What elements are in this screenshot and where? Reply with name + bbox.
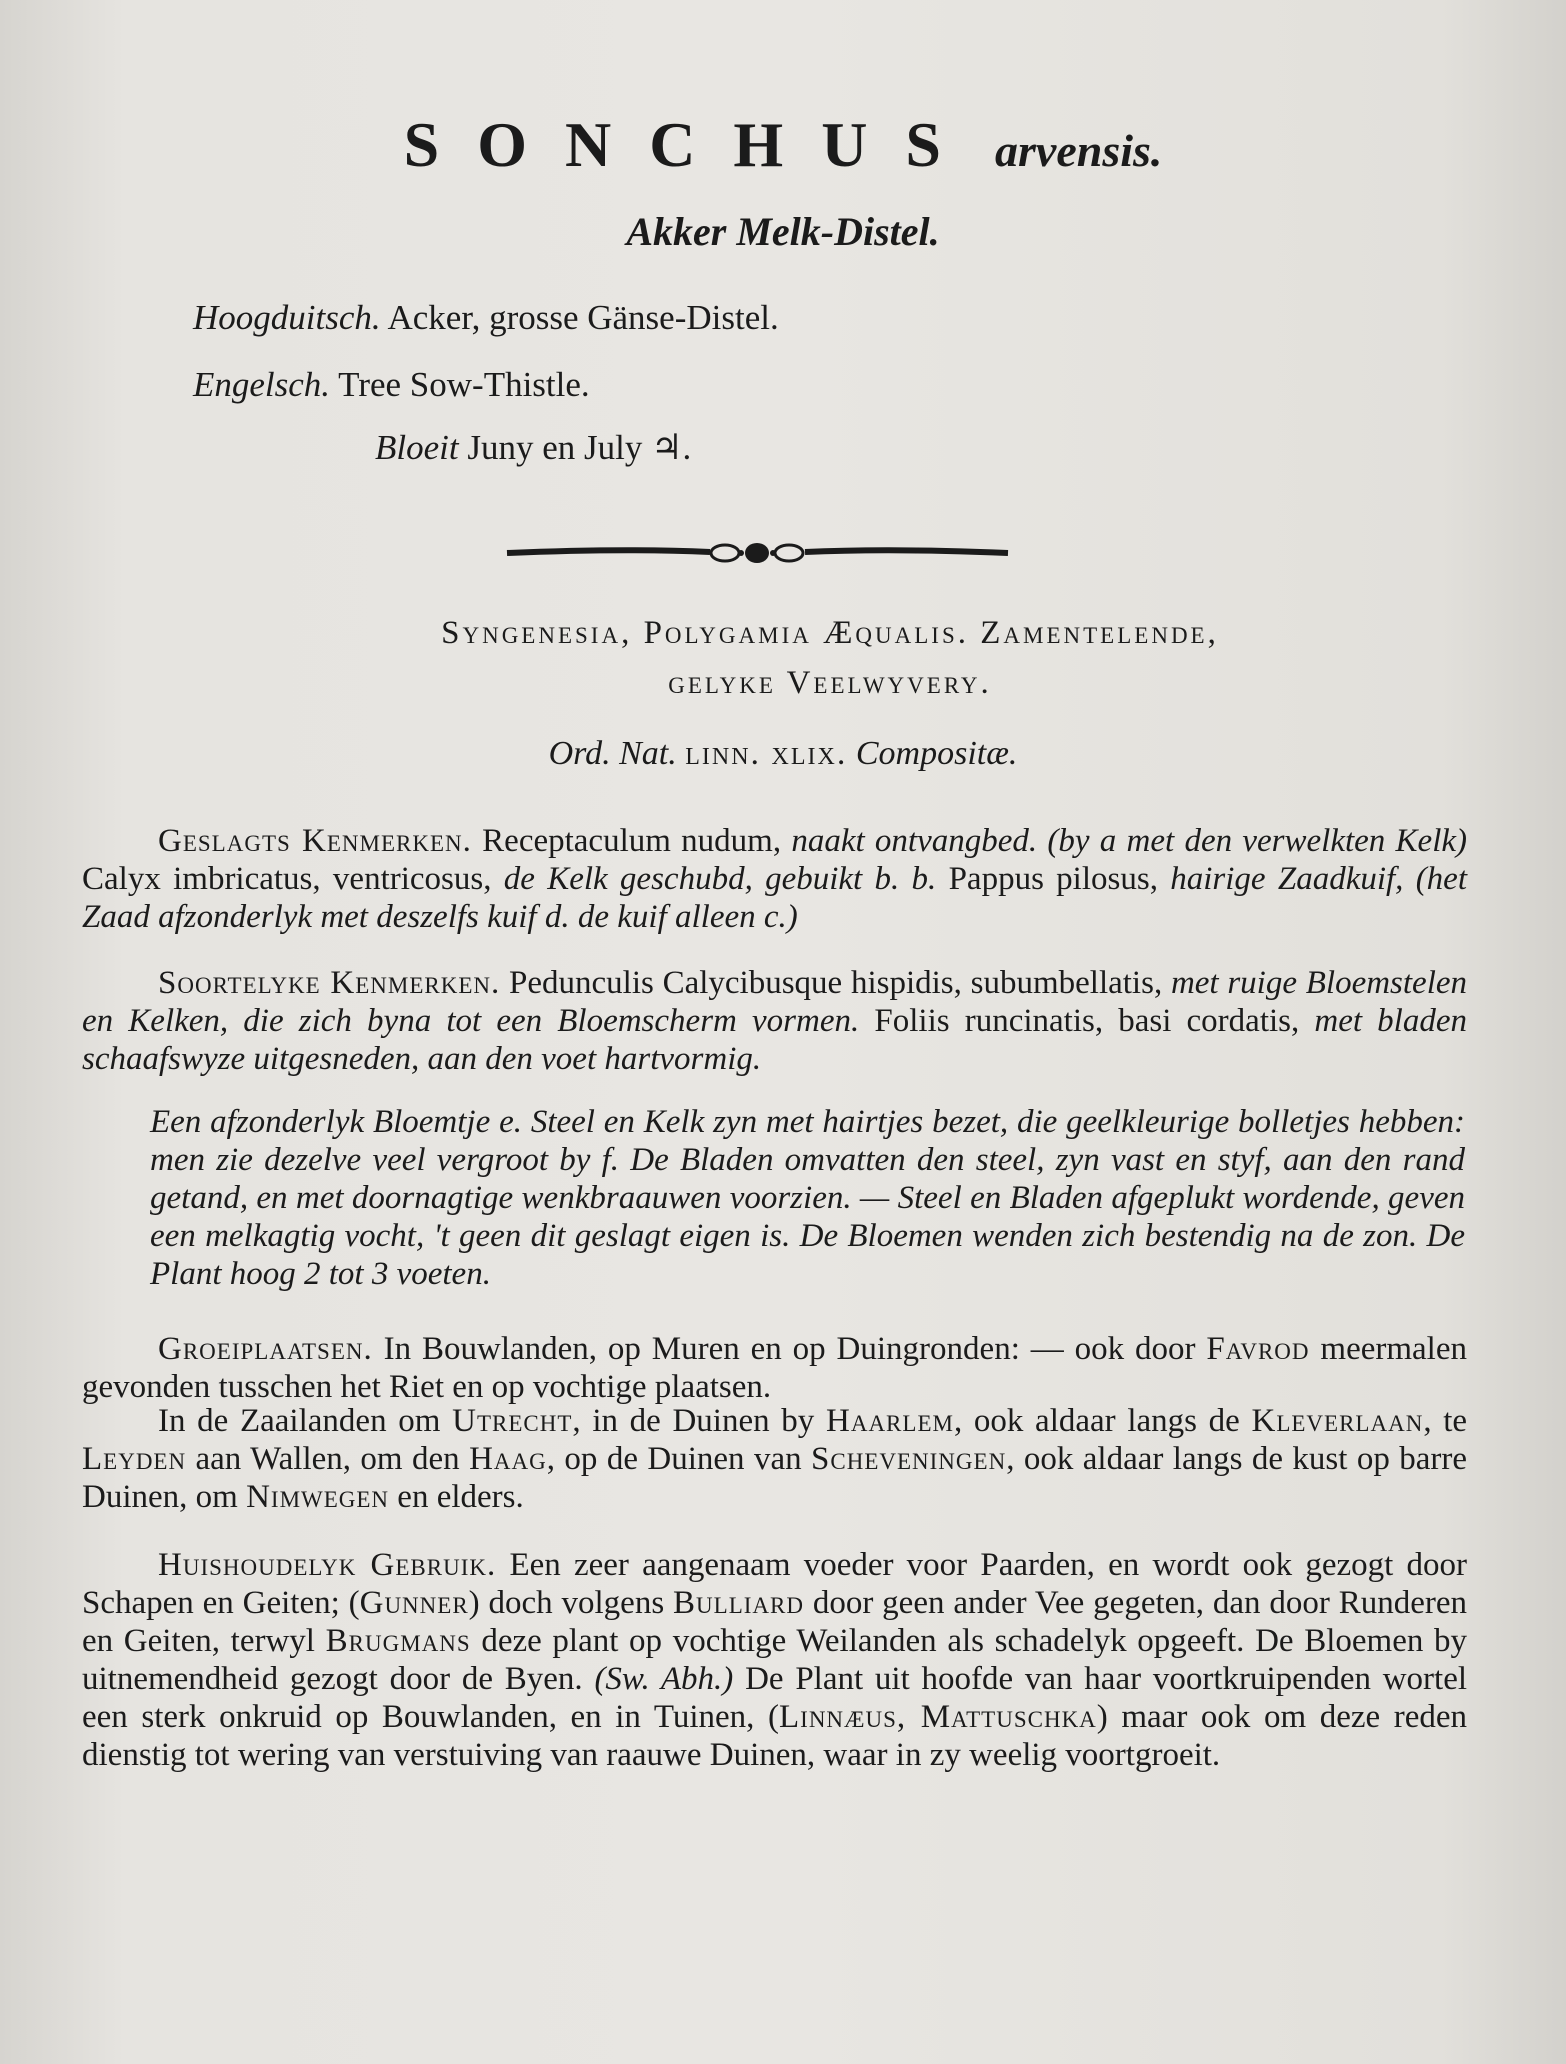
place-name: Haag	[469, 1441, 547, 1477]
citation: (Sw. Abh.)	[594, 1661, 734, 1697]
dutch-text: met bladen schaafswyze uitgesneden, aan den voet hartvormig.	[82, 1003, 1467, 1077]
language-label: Engelsch.	[193, 365, 331, 404]
genus-name: SONCHUS	[403, 109, 979, 180]
body-text: In de Zaailanden om	[158, 1403, 441, 1439]
latin-text: Pedunculis Calycibusque hispidis, subumbellatis,	[509, 965, 1163, 1001]
body-text: , ook aldaar langs de kust op barre Duinen, om	[82, 1441, 1468, 1515]
person-name: Brugmans	[325, 1623, 471, 1659]
species-name: arvensis.	[995, 125, 1163, 176]
body-text: en elders.	[397, 1479, 524, 1515]
place-name: Utrecht	[452, 1403, 573, 1439]
ord-prefix: Ord. Nat.	[548, 735, 677, 772]
language-label: Hoogduitsch.	[193, 298, 381, 337]
body-text: , op de Duinen van	[546, 1441, 802, 1477]
place-name: Kleverlaan	[1251, 1403, 1424, 1439]
person-name: Gunner	[359, 1585, 469, 1621]
household-use-paragraph	[82, 1546, 1467, 1774]
habitat-paragraph	[82, 1330, 1467, 1406]
person-name: Bulliard	[673, 1585, 804, 1621]
german-name-line	[193, 298, 779, 338]
body-text: Een zeer aangenaam voeder voor Paarden, en wordt ook gezogt door Schapen en Geiten; (	[82, 1547, 1467, 1621]
latin-text: Pappus pilosus,	[948, 861, 1158, 897]
habitat-locations-paragraph	[82, 1402, 1467, 1516]
section-heading: Groeiplaatsen.	[158, 1331, 373, 1367]
natural-order-line	[0, 735, 1566, 773]
body-text: , in de Duinen by	[572, 1403, 815, 1439]
common-name: Acker, grosse Gänse-Distel.	[387, 298, 779, 337]
latin-text: Foliis runcinatis, basi cordatis,	[874, 1003, 1300, 1039]
place-name: Leyden	[82, 1441, 187, 1477]
place-name: Haarlem	[826, 1403, 954, 1439]
page-title	[0, 108, 1566, 182]
classification-line-1: Syngenesia, Polygamia Æqualis. Zamentelende,	[441, 615, 1219, 651]
dutch-text: met ruige Bloemstelen en Kelken, die zich byna tot een Bloemscherm vormen.	[82, 965, 1468, 1039]
person-name: Linnæus, Mattuschka	[779, 1699, 1097, 1735]
bloom-line	[375, 428, 691, 468]
person-name: Favrod	[1206, 1331, 1310, 1367]
place-name: Nimwegen	[246, 1479, 390, 1515]
bloom-text: Juny en July ♃.	[467, 428, 692, 467]
species-characteristics-paragraph	[82, 964, 1467, 1078]
dutch-text: de Kelk geschubd, gebuikt b. b.	[503, 861, 937, 897]
section-heading: Soortelyke Kenmerken.	[158, 965, 501, 1001]
body-text: ) doch volgens	[468, 1585, 665, 1621]
dutch-name: Akker Melk-Distel.	[626, 209, 940, 254]
body-text: , ook aldaar langs de	[953, 1403, 1240, 1439]
classification-line-2: gelyke Veelwyvery.	[668, 665, 992, 701]
genus-characteristics-paragraph	[82, 822, 1467, 936]
ord-suffix: Compositæ.	[855, 735, 1018, 772]
common-name: Tree Sow-Thistle.	[338, 365, 590, 404]
body-text: aan Wallen, om den	[195, 1441, 460, 1477]
body-text: meermalen gevonden tusschen het Riet en op vochtige plaatsen.	[82, 1331, 1467, 1405]
section-heading: Huishoudelyk Gebruik.	[158, 1547, 497, 1583]
latin-text: Calyx imbricatus, ventricosus,	[82, 861, 492, 897]
ornament-divider	[505, 528, 1010, 578]
body-text: In Bouwlanden, op Muren en op Duingronden: — ook door	[383, 1331, 1196, 1367]
dutch-text: hairige Zaadkuif, (het Zaad afzonderlyk met deszelfs kuif d. de kuif alleen c.)	[82, 861, 1468, 935]
description-note: Een afzonderlyk Bloemtje e. Steel en Kelk zyn met hairtjes bezet, die geelkleurige bolletjes hebben: men zie dezelve veel vergroot by f. De Bladen omvatten den steel, zyn vast en styf, aan den rand getand, en met doornagtige wenkbraauwen voorzien. — Steel en Bladen afgeplukt wordende, geven een melkagtig vocht, 't geen dit geslagt eigen is. De Bloemen wenden zich bestendig na de zon. De Plant hoog 2 tot 3 voeten.	[150, 1104, 1465, 1292]
bloom-label: Bloeit	[375, 428, 459, 467]
english-name-line	[193, 365, 590, 405]
body-text: deze plant op vochtige Weilanden als schadelyk opgeeft. De Bloemen by uitnemendheid gezogt door de Byen.	[82, 1623, 1467, 1697]
place-name: Scheveningen	[811, 1441, 1007, 1477]
section-heading: Geslagts Kenmerken.	[158, 823, 472, 859]
dutch-text: naakt ontvangbed. (by a met den verwelkten Kelk)	[791, 823, 1468, 859]
body-text: , te	[1423, 1403, 1468, 1439]
body-text: De Plant uit hoofde van haar voortkruipenden wortel een sterk onkruid op Bouwlanden, en in Tuinen, (	[82, 1661, 1468, 1735]
latin-text: Receptaculum nudum,	[482, 823, 782, 859]
body-text: ) maar ook om deze reden dienstig tot wering van verstuiving van raauwe Duinen, waar in zy weelig voortgroeit.	[82, 1699, 1467, 1773]
body-text: door geen ander Vee gegeten, dan door Runderen en Geiten, terwyl	[82, 1585, 1468, 1659]
ord-linn: linn. xlix.	[685, 735, 848, 772]
